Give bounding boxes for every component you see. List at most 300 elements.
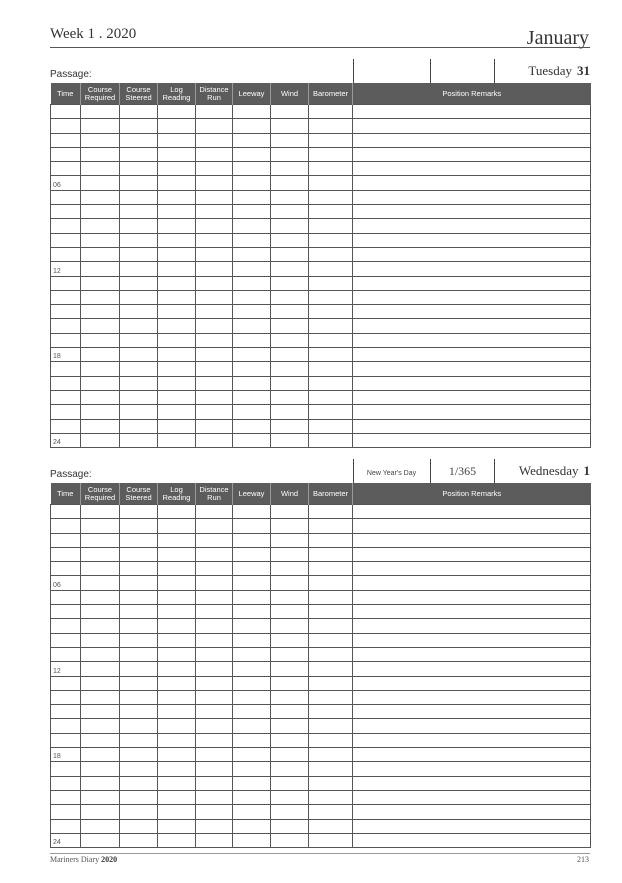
- log-cell[interactable]: [81, 719, 120, 733]
- log-cell[interactable]: [158, 733, 196, 747]
- log-cell[interactable]: [120, 262, 158, 276]
- log-cell[interactable]: [196, 690, 233, 704]
- log-cell[interactable]: [309, 619, 353, 633]
- log-cell[interactable]: [233, 333, 271, 347]
- log-cell[interactable]: [271, 348, 309, 362]
- log-cell[interactable]: [81, 233, 120, 247]
- log-cell[interactable]: [233, 547, 271, 561]
- log-cell[interactable]: [233, 562, 271, 576]
- time-cell[interactable]: 18: [51, 348, 81, 362]
- log-cell[interactable]: [309, 305, 353, 319]
- log-cell[interactable]: [353, 505, 591, 519]
- log-cell[interactable]: [81, 162, 120, 176]
- log-cell[interactable]: [120, 519, 158, 533]
- time-cell[interactable]: [51, 219, 81, 233]
- log-cell[interactable]: [81, 590, 120, 604]
- log-cell[interactable]: [233, 305, 271, 319]
- log-cell[interactable]: [120, 748, 158, 762]
- log-cell[interactable]: [233, 319, 271, 333]
- log-cell[interactable]: [271, 105, 309, 119]
- log-cell[interactable]: [120, 276, 158, 290]
- log-cell[interactable]: [120, 590, 158, 604]
- log-cell[interactable]: [120, 562, 158, 576]
- log-cell[interactable]: [271, 748, 309, 762]
- log-cell[interactable]: [120, 105, 158, 119]
- log-cell[interactable]: [120, 819, 158, 833]
- log-cell[interactable]: [233, 105, 271, 119]
- log-cell[interactable]: [81, 562, 120, 576]
- log-cell[interactable]: [309, 576, 353, 590]
- log-cell[interactable]: [196, 705, 233, 719]
- log-cell[interactable]: [353, 576, 591, 590]
- log-cell[interactable]: [81, 133, 120, 147]
- log-cell[interactable]: [120, 633, 158, 647]
- log-cell[interactable]: [158, 433, 196, 447]
- log-cell[interactable]: [120, 605, 158, 619]
- log-cell[interactable]: [158, 705, 196, 719]
- log-cell[interactable]: [309, 633, 353, 647]
- log-cell[interactable]: [81, 505, 120, 519]
- log-cell[interactable]: [353, 519, 591, 533]
- log-cell[interactable]: [309, 162, 353, 176]
- log-cell[interactable]: [120, 705, 158, 719]
- log-cell[interactable]: [309, 205, 353, 219]
- log-cell[interactable]: [353, 376, 591, 390]
- log-cell[interactable]: [353, 290, 591, 304]
- log-cell[interactable]: [120, 547, 158, 561]
- time-cell[interactable]: 12: [51, 262, 81, 276]
- log-cell[interactable]: [196, 733, 233, 747]
- log-cell[interactable]: [309, 733, 353, 747]
- log-cell[interactable]: [233, 719, 271, 733]
- log-cell[interactable]: [353, 319, 591, 333]
- log-cell[interactable]: [196, 762, 233, 776]
- log-cell[interactable]: [309, 662, 353, 676]
- log-cell[interactable]: [353, 362, 591, 376]
- log-cell[interactable]: [233, 805, 271, 819]
- log-cell[interactable]: [81, 305, 120, 319]
- log-cell[interactable]: [196, 748, 233, 762]
- time-cell[interactable]: [51, 676, 81, 690]
- log-cell[interactable]: [309, 762, 353, 776]
- log-cell[interactable]: [158, 119, 196, 133]
- log-cell[interactable]: [309, 519, 353, 533]
- log-cell[interactable]: [271, 319, 309, 333]
- log-cell[interactable]: [271, 219, 309, 233]
- log-cell[interactable]: [196, 605, 233, 619]
- log-cell[interactable]: [271, 176, 309, 190]
- log-cell[interactable]: [353, 719, 591, 733]
- log-cell[interactable]: [233, 748, 271, 762]
- log-cell[interactable]: [120, 505, 158, 519]
- log-cell[interactable]: [309, 562, 353, 576]
- log-cell[interactable]: [353, 133, 591, 147]
- log-cell[interactable]: [158, 790, 196, 804]
- time-cell[interactable]: [51, 319, 81, 333]
- log-cell[interactable]: [120, 676, 158, 690]
- log-cell[interactable]: [271, 133, 309, 147]
- log-cell[interactable]: [271, 376, 309, 390]
- log-cell[interactable]: [353, 247, 591, 261]
- log-cell[interactable]: [120, 348, 158, 362]
- log-cell[interactable]: [81, 319, 120, 333]
- log-cell[interactable]: [309, 333, 353, 347]
- time-cell[interactable]: [51, 405, 81, 419]
- log-cell[interactable]: [309, 348, 353, 362]
- log-cell[interactable]: [353, 419, 591, 433]
- log-cell[interactable]: [120, 776, 158, 790]
- log-cell[interactable]: [81, 619, 120, 633]
- log-cell[interactable]: [233, 405, 271, 419]
- log-cell[interactable]: [81, 833, 120, 847]
- log-cell[interactable]: [353, 219, 591, 233]
- log-cell[interactable]: [158, 505, 196, 519]
- log-cell[interactable]: [271, 762, 309, 776]
- log-cell[interactable]: [158, 348, 196, 362]
- log-cell[interactable]: [233, 376, 271, 390]
- log-cell[interactable]: [120, 619, 158, 633]
- time-cell[interactable]: 06: [51, 576, 81, 590]
- log-cell[interactable]: [196, 390, 233, 404]
- log-cell[interactable]: [309, 190, 353, 204]
- log-cell[interactable]: [271, 690, 309, 704]
- log-cell[interactable]: [309, 405, 353, 419]
- log-cell[interactable]: [158, 162, 196, 176]
- log-cell[interactable]: [271, 733, 309, 747]
- log-cell[interactable]: [81, 405, 120, 419]
- time-cell[interactable]: [51, 633, 81, 647]
- log-cell[interactable]: [158, 576, 196, 590]
- log-cell[interactable]: [271, 247, 309, 261]
- log-cell[interactable]: [309, 505, 353, 519]
- log-cell[interactable]: [309, 819, 353, 833]
- log-cell[interactable]: [271, 662, 309, 676]
- log-cell[interactable]: [158, 233, 196, 247]
- log-cell[interactable]: [353, 176, 591, 190]
- log-cell[interactable]: [81, 762, 120, 776]
- log-cell[interactable]: [233, 262, 271, 276]
- log-cell[interactable]: [309, 533, 353, 547]
- log-cell[interactable]: [233, 819, 271, 833]
- log-cell[interactable]: [120, 247, 158, 261]
- log-cell[interactable]: [158, 262, 196, 276]
- log-cell[interactable]: [81, 662, 120, 676]
- log-cell[interactable]: [353, 690, 591, 704]
- time-cell[interactable]: [51, 419, 81, 433]
- log-cell[interactable]: [271, 305, 309, 319]
- log-cell[interactable]: [271, 819, 309, 833]
- log-cell[interactable]: [271, 333, 309, 347]
- log-cell[interactable]: [196, 276, 233, 290]
- log-cell[interactable]: [309, 776, 353, 790]
- log-cell[interactable]: [353, 162, 591, 176]
- log-cell[interactable]: [196, 419, 233, 433]
- log-cell[interactable]: [353, 633, 591, 647]
- log-cell[interactable]: [158, 219, 196, 233]
- time-cell[interactable]: [51, 562, 81, 576]
- log-cell[interactable]: [196, 505, 233, 519]
- log-cell[interactable]: [120, 147, 158, 161]
- log-cell[interactable]: [81, 690, 120, 704]
- log-cell[interactable]: [158, 519, 196, 533]
- log-cell[interactable]: [81, 748, 120, 762]
- log-cell[interactable]: [196, 790, 233, 804]
- log-cell[interactable]: [353, 762, 591, 776]
- log-cell[interactable]: [233, 505, 271, 519]
- log-cell[interactable]: [81, 290, 120, 304]
- log-cell[interactable]: [158, 305, 196, 319]
- log-cell[interactable]: [353, 276, 591, 290]
- time-cell[interactable]: 18: [51, 748, 81, 762]
- log-cell[interactable]: [309, 748, 353, 762]
- time-cell[interactable]: [51, 719, 81, 733]
- log-cell[interactable]: [120, 690, 158, 704]
- log-cell[interactable]: [120, 376, 158, 390]
- log-cell[interactable]: [353, 790, 591, 804]
- log-cell[interactable]: [271, 276, 309, 290]
- log-cell[interactable]: [309, 290, 353, 304]
- log-cell[interactable]: [158, 762, 196, 776]
- log-cell[interactable]: [271, 419, 309, 433]
- log-cell[interactable]: [233, 419, 271, 433]
- log-cell[interactable]: [81, 119, 120, 133]
- log-cell[interactable]: [233, 147, 271, 161]
- log-cell[interactable]: [196, 105, 233, 119]
- log-cell[interactable]: [309, 119, 353, 133]
- log-cell[interactable]: [196, 562, 233, 576]
- time-cell[interactable]: [51, 290, 81, 304]
- log-cell[interactable]: [271, 647, 309, 661]
- log-cell[interactable]: [158, 776, 196, 790]
- log-cell[interactable]: [196, 219, 233, 233]
- log-cell[interactable]: [233, 433, 271, 447]
- log-cell[interactable]: [309, 362, 353, 376]
- log-cell[interactable]: [158, 833, 196, 847]
- log-cell[interactable]: [233, 233, 271, 247]
- log-cell[interactable]: [81, 633, 120, 647]
- log-cell[interactable]: [158, 619, 196, 633]
- time-cell[interactable]: [51, 333, 81, 347]
- log-cell[interactable]: [120, 433, 158, 447]
- log-cell[interactable]: [271, 676, 309, 690]
- log-cell[interactable]: [120, 576, 158, 590]
- log-cell[interactable]: [271, 290, 309, 304]
- time-cell[interactable]: [51, 105, 81, 119]
- log-cell[interactable]: [309, 676, 353, 690]
- log-cell[interactable]: [196, 348, 233, 362]
- log-cell[interactable]: [309, 705, 353, 719]
- log-cell[interactable]: [158, 533, 196, 547]
- log-cell[interactable]: [233, 390, 271, 404]
- log-cell[interactable]: [81, 390, 120, 404]
- time-cell[interactable]: [51, 690, 81, 704]
- log-cell[interactable]: [196, 819, 233, 833]
- log-cell[interactable]: [158, 133, 196, 147]
- log-cell[interactable]: [158, 562, 196, 576]
- log-cell[interactable]: [158, 247, 196, 261]
- log-cell[interactable]: [271, 519, 309, 533]
- log-cell[interactable]: [196, 376, 233, 390]
- log-cell[interactable]: [81, 262, 120, 276]
- log-cell[interactable]: [158, 590, 196, 604]
- log-cell[interactable]: [196, 190, 233, 204]
- time-cell[interactable]: 06: [51, 176, 81, 190]
- log-cell[interactable]: [158, 190, 196, 204]
- log-cell[interactable]: [271, 233, 309, 247]
- log-cell[interactable]: [81, 547, 120, 561]
- log-cell[interactable]: [353, 547, 591, 561]
- log-cell[interactable]: [233, 833, 271, 847]
- log-cell[interactable]: [196, 776, 233, 790]
- log-cell[interactable]: [196, 433, 233, 447]
- log-cell[interactable]: [120, 419, 158, 433]
- log-cell[interactable]: [271, 190, 309, 204]
- log-cell[interactable]: [158, 333, 196, 347]
- log-cell[interactable]: [271, 605, 309, 619]
- log-cell[interactable]: [81, 790, 120, 804]
- time-cell[interactable]: [51, 119, 81, 133]
- log-cell[interactable]: [81, 247, 120, 261]
- time-cell[interactable]: [51, 762, 81, 776]
- log-cell[interactable]: [120, 233, 158, 247]
- log-cell[interactable]: [233, 590, 271, 604]
- log-cell[interactable]: [271, 162, 309, 176]
- log-cell[interactable]: [196, 233, 233, 247]
- log-cell[interactable]: [196, 362, 233, 376]
- time-cell[interactable]: [51, 147, 81, 161]
- log-cell[interactable]: [158, 376, 196, 390]
- log-cell[interactable]: [158, 662, 196, 676]
- log-cell[interactable]: [309, 262, 353, 276]
- time-cell[interactable]: [51, 276, 81, 290]
- time-cell[interactable]: 24: [51, 833, 81, 847]
- log-cell[interactable]: [271, 562, 309, 576]
- log-cell[interactable]: [309, 719, 353, 733]
- log-cell[interactable]: [158, 405, 196, 419]
- log-cell[interactable]: [233, 362, 271, 376]
- log-cell[interactable]: [233, 190, 271, 204]
- log-cell[interactable]: [196, 519, 233, 533]
- log-cell[interactable]: [309, 133, 353, 147]
- log-cell[interactable]: [196, 147, 233, 161]
- log-cell[interactable]: [81, 776, 120, 790]
- log-cell[interactable]: [233, 519, 271, 533]
- log-cell[interactable]: [120, 662, 158, 676]
- log-cell[interactable]: [271, 776, 309, 790]
- log-cell[interactable]: [271, 433, 309, 447]
- log-cell[interactable]: [309, 605, 353, 619]
- time-cell[interactable]: [51, 733, 81, 747]
- log-cell[interactable]: [233, 219, 271, 233]
- log-cell[interactable]: [196, 533, 233, 547]
- log-cell[interactable]: [81, 576, 120, 590]
- log-cell[interactable]: [81, 190, 120, 204]
- log-cell[interactable]: [196, 633, 233, 647]
- log-cell[interactable]: [196, 205, 233, 219]
- log-cell[interactable]: [158, 419, 196, 433]
- log-cell[interactable]: [353, 305, 591, 319]
- log-cell[interactable]: [353, 147, 591, 161]
- log-cell[interactable]: [353, 348, 591, 362]
- log-cell[interactable]: [353, 819, 591, 833]
- log-cell[interactable]: [233, 176, 271, 190]
- log-cell[interactable]: [353, 233, 591, 247]
- log-cell[interactable]: [309, 319, 353, 333]
- log-cell[interactable]: [353, 333, 591, 347]
- log-cell[interactable]: [158, 290, 196, 304]
- log-cell[interactable]: [353, 705, 591, 719]
- log-cell[interactable]: [233, 619, 271, 633]
- log-cell[interactable]: [120, 362, 158, 376]
- log-cell[interactable]: [158, 748, 196, 762]
- log-cell[interactable]: [81, 276, 120, 290]
- log-cell[interactable]: [233, 162, 271, 176]
- log-cell[interactable]: [271, 147, 309, 161]
- log-cell[interactable]: [120, 119, 158, 133]
- log-cell[interactable]: [81, 205, 120, 219]
- log-cell[interactable]: [271, 547, 309, 561]
- time-cell[interactable]: [51, 390, 81, 404]
- log-cell[interactable]: [158, 819, 196, 833]
- log-cell[interactable]: [233, 247, 271, 261]
- log-cell[interactable]: [196, 305, 233, 319]
- time-cell[interactable]: [51, 547, 81, 561]
- log-cell[interactable]: [353, 205, 591, 219]
- log-cell[interactable]: [233, 647, 271, 661]
- time-cell[interactable]: [51, 205, 81, 219]
- log-cell[interactable]: [353, 262, 591, 276]
- log-cell[interactable]: [233, 133, 271, 147]
- log-cell[interactable]: [309, 147, 353, 161]
- log-cell[interactable]: [271, 205, 309, 219]
- log-cell[interactable]: [353, 733, 591, 747]
- log-cell[interactable]: [271, 390, 309, 404]
- time-cell[interactable]: [51, 247, 81, 261]
- log-cell[interactable]: [309, 105, 353, 119]
- log-cell[interactable]: [81, 676, 120, 690]
- log-cell[interactable]: [196, 262, 233, 276]
- log-cell[interactable]: [81, 333, 120, 347]
- log-cell[interactable]: [233, 790, 271, 804]
- time-cell[interactable]: [51, 376, 81, 390]
- log-cell[interactable]: [81, 519, 120, 533]
- log-cell[interactable]: [233, 533, 271, 547]
- log-cell[interactable]: [271, 576, 309, 590]
- log-cell[interactable]: [353, 390, 591, 404]
- log-cell[interactable]: [120, 305, 158, 319]
- log-cell[interactable]: [158, 176, 196, 190]
- log-cell[interactable]: [120, 790, 158, 804]
- log-cell[interactable]: [158, 105, 196, 119]
- log-cell[interactable]: [158, 605, 196, 619]
- log-cell[interactable]: [271, 362, 309, 376]
- log-cell[interactable]: [309, 433, 353, 447]
- log-cell[interactable]: [353, 119, 591, 133]
- log-cell[interactable]: [196, 290, 233, 304]
- time-cell[interactable]: [51, 519, 81, 533]
- log-cell[interactable]: [271, 719, 309, 733]
- log-cell[interactable]: [196, 333, 233, 347]
- log-cell[interactable]: [309, 547, 353, 561]
- log-cell[interactable]: [81, 647, 120, 661]
- log-cell[interactable]: [158, 647, 196, 661]
- log-cell[interactable]: [196, 833, 233, 847]
- log-cell[interactable]: [271, 805, 309, 819]
- log-cell[interactable]: [353, 776, 591, 790]
- time-cell[interactable]: [51, 605, 81, 619]
- log-cell[interactable]: [353, 433, 591, 447]
- log-cell[interactable]: [233, 576, 271, 590]
